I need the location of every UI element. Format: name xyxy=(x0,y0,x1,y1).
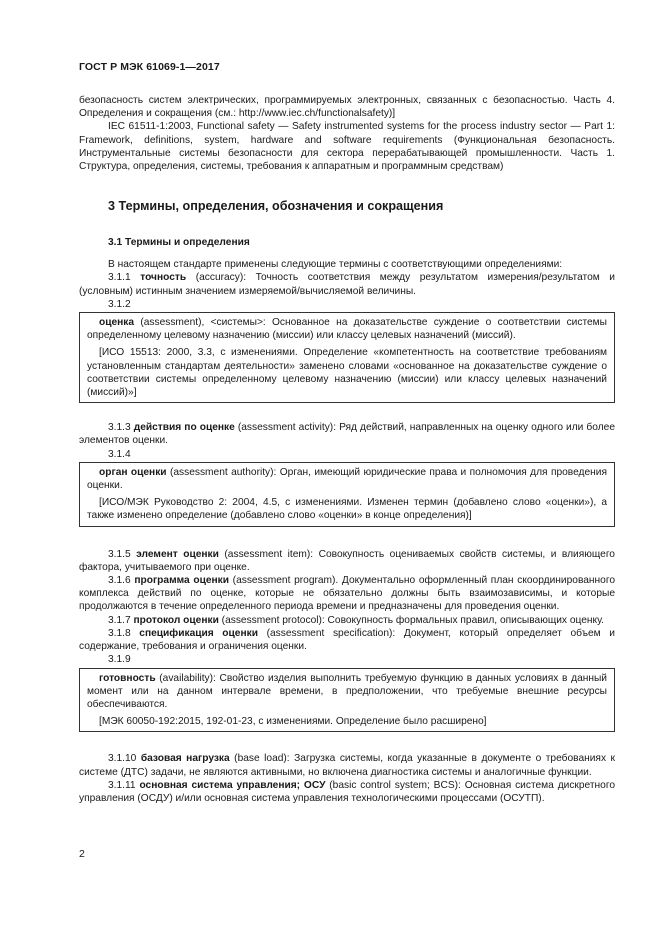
term-definition: (assessment item): Совокупность оцениваемых свойств системы, и влияющего фактора, учитываемого при оценке. xyxy=(79,548,615,573)
intro-paragraph-1: безопасность систем электрических, программируемых электронных, связанных с безопасностью. Часть 4. Определения и сокращения (см.: http://www.iec.ch/functionalsafety)] xyxy=(79,95,615,120)
term-note: [ИСО 15513: 2000, 3.3, с изменениями. Определение «компетентность на соответствие требованиям установленным стандартам деятельности» заменено словами «основанное на доказательстве суждение о соответствии системы определенному целевому назначению (миссии) или классу целевых назначений (миссий)»] xyxy=(87,347,607,399)
term-number: 3.1.3 xyxy=(108,422,131,434)
term-definition: (assessment activity): Ряд действий, направленных на оценку одного или более элементов оценки. xyxy=(79,422,615,447)
term-definition: (base load): Загрузка системы, когда указанные в документе о требованиях к системе (ДТС) задачи, не являются активными, но включена диагностика системы и аналогичные функции. xyxy=(79,753,615,778)
term-name: спецификация оценки xyxy=(139,627,258,639)
term-definition: (assessment program). Документально оформленный план скоординированного комплекса действий по оценке, которые не обязательно должны быть взаимозависимы, и которые продолжаются в течение определенного периода времени и предназначены для проведения оценки. xyxy=(79,575,615,613)
term-number-3-1-4: 3.1.4 xyxy=(108,448,131,460)
term-3-1-1 xyxy=(79,271,615,297)
term-box-3-1-4 xyxy=(79,462,615,527)
term-3-1-6 xyxy=(79,574,615,614)
term-definition: (accuracy): Точность соответствия между результатом измерения/результатом и (условным) истинным значением измеряемой/вычисляемой величины. xyxy=(79,272,615,297)
term-name: действия по оценке xyxy=(133,422,235,434)
term-name: программа оценки xyxy=(134,575,230,587)
document-header: ГОСТ Р МЭК 61069-1—2017 xyxy=(79,61,220,73)
term-3-1-11 xyxy=(79,779,615,805)
term-box-3-1-9 xyxy=(79,668,615,733)
term-definition: (assessment), <системы>: Основанное на доказательстве суждение о соответствии системы определенному целевому назначению (миссии) или классу целевых назначений (миссий). xyxy=(87,317,607,342)
term-3-1-10 xyxy=(79,752,615,778)
term-definition: (assessment specification): Документ, который определяет объем и содержание, требования и ограничения оценки. xyxy=(79,627,615,653)
term-definition: (assessment protocol): Совокупность формальных правил, описывающих оценку. xyxy=(218,614,605,626)
page-number: 2 xyxy=(79,848,85,860)
term-number: 3.1.7 xyxy=(108,614,131,626)
term-note: [ИСО/МЭК Руководство 2: 2004, 4.5, с изменениями. Изменен термин (добавлено слово «оценки»), а также изменено определение (добавлено слово «оценки» в конце определения)] xyxy=(87,497,607,522)
term-3-1-9 xyxy=(87,672,607,712)
term-number-3-1-9: 3.1.9 xyxy=(108,654,131,666)
term-name: основная система управления; ОСУ xyxy=(139,779,326,791)
term-3-1-5 xyxy=(79,548,615,574)
term-box-3-1-2 xyxy=(79,312,615,403)
term-name: элемент оценки xyxy=(136,548,219,560)
term-note: [МЭК 60050-192:2015, 192-01-23, с изменениями. Определение было расширено] xyxy=(99,716,487,728)
term-number: 3.1.8 xyxy=(108,627,131,639)
term-number: 3.1.5 xyxy=(108,548,131,560)
term-number-3-1-2: 3.1.2 xyxy=(108,298,131,310)
term-3-1-3 xyxy=(79,421,615,447)
term-definition: (assessment authority): Орган, имеющий юридические права и полномочия для проведения оценки. xyxy=(87,466,607,492)
section-title: 3 Термины, определения, обозначения и сокращения xyxy=(108,199,444,214)
term-name: протокол оценки xyxy=(133,614,219,626)
term-definition: (basic control system; BCS): Основная система дискретного управления (ОСДУ) и/или основная система управления технологическими процессами (ОСУТП). xyxy=(79,779,615,804)
term-name: готовность xyxy=(99,672,156,684)
term-definition: (availability): Свойство изделия выполнить требуемую функцию в данных условиях в данный момент или на данном интервале времени, в предположении, что требуемые внешние ресурсы обеспечиваются. xyxy=(87,672,607,710)
term-number: 3.1.10 xyxy=(108,753,137,765)
term-name: точность xyxy=(140,272,187,284)
term-3-1-2 xyxy=(87,316,607,342)
document-body xyxy=(79,94,615,805)
term-3-1-8 xyxy=(79,627,615,653)
term-3-1-4 xyxy=(87,466,607,492)
intro-paragraph-2: IEC 61511-1:2003, Functional safety — Safety instrumented systems for the process industry sector — Part 1: Framework, definitions, system, hardware and software requirements (Функциональная безопасность. Инструментальные системы безопасности для сектора перерабатывающей промышленности. Часть 1. Структура, определения, системы, требования к аппаратным и программным средствам) xyxy=(79,121,615,173)
subsection-title: 3.1 Термины и определения xyxy=(108,237,250,249)
section-lead: В настоящем стандарте применены следующие термины с соответствующими определениями: xyxy=(108,259,563,271)
term-name: орган оценки xyxy=(99,466,167,478)
term-3-1-7 xyxy=(79,614,615,627)
term-number: 3.1.1 xyxy=(108,272,131,284)
term-number: 3.1.6 xyxy=(108,575,131,587)
term-number: 3.1.11 xyxy=(108,779,136,791)
term-name: оценка xyxy=(99,317,135,329)
term-name: базовая нагрузка xyxy=(140,753,230,765)
